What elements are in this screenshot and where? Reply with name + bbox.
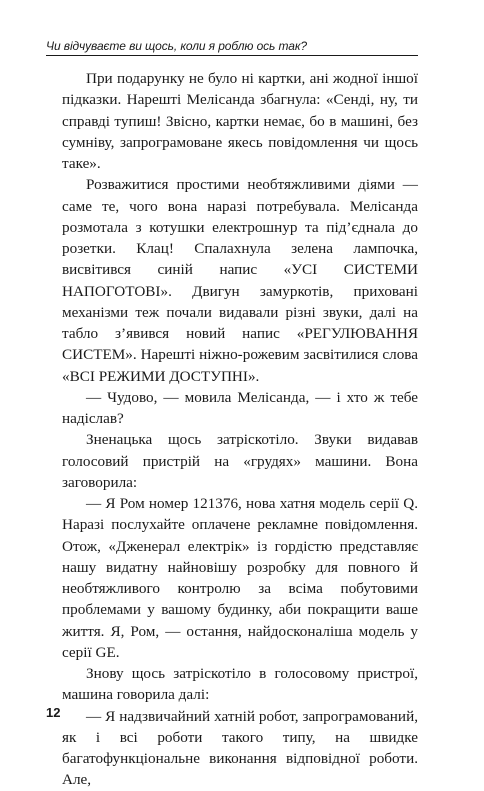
running-header: Чи відчуваєте ви щось, коли я роблю ось так? [46, 39, 307, 53]
paragraph: — Я надзвичайний хатній робот, запрограмований, як і всі роботи такого типу, на швидке багатофункціональне виконання відповідної роботи. Але, [62, 707, 418, 789]
header-rule [46, 55, 418, 56]
paragraph: Знову щось затріскотіло в голосовому пристрої, машина говорила далі: [62, 665, 418, 704]
paragraph: — Я Ром номер 121376, нова хатня модель серії Q. Наразі послухайте оплачене рекламне повідомлення. Отож, «Дженерал електрік» із гордістю представляє нашу видатну найновішу розробку для повного й необтяжливого контролю за всіма побутовими проблемами у вашому будинку, аби покращити ваше життя. Я, Ром, — остання, найдосконаліша модель у серії GE. [62, 495, 418, 661]
body-text [62, 68, 418, 791]
paragraph: Розважитися простими необтяжливими діями — саме те, чого вона наразі потребувала. Мелісанда розмотала з котушки електрошнур та під’єднала до розетки. Клац! Спалахнула зелена лампочка, висвітився синій напис «УСІ СИСТЕМИ НАПОГОТОВІ». Двигун замуркотів, приховані механізми теж почали видавали різні звуки, далі на табло з’явився новий напис «РЕГУЛЮВАННЯ СИСТЕМ». Нарешті ніжно-рожевим засвітилися слова «ВСІ РЕЖИМИ ДОСТУПНІ». [62, 176, 418, 385]
paragraph: Зненацька щось затріскотіло. Звуки видавав голосовий пристрій на «грудях» машини. Вона заговорила: [62, 431, 418, 491]
paragraph: — Чудово, — мовила Мелісанда, — і хто ж тебе надіслав? [62, 388, 418, 427]
paragraph: При подарунку не було ні картки, ані жодної іншої підказки. Нарешті Мелісанда збагнула: «Сенді, ну, ти справді тупиш! Звісно, картки немає, бо в машині, без сумніву, запрограмоване якесь повідомлення чи щось таке». [62, 70, 418, 172]
page-number: 12 [46, 705, 61, 720]
